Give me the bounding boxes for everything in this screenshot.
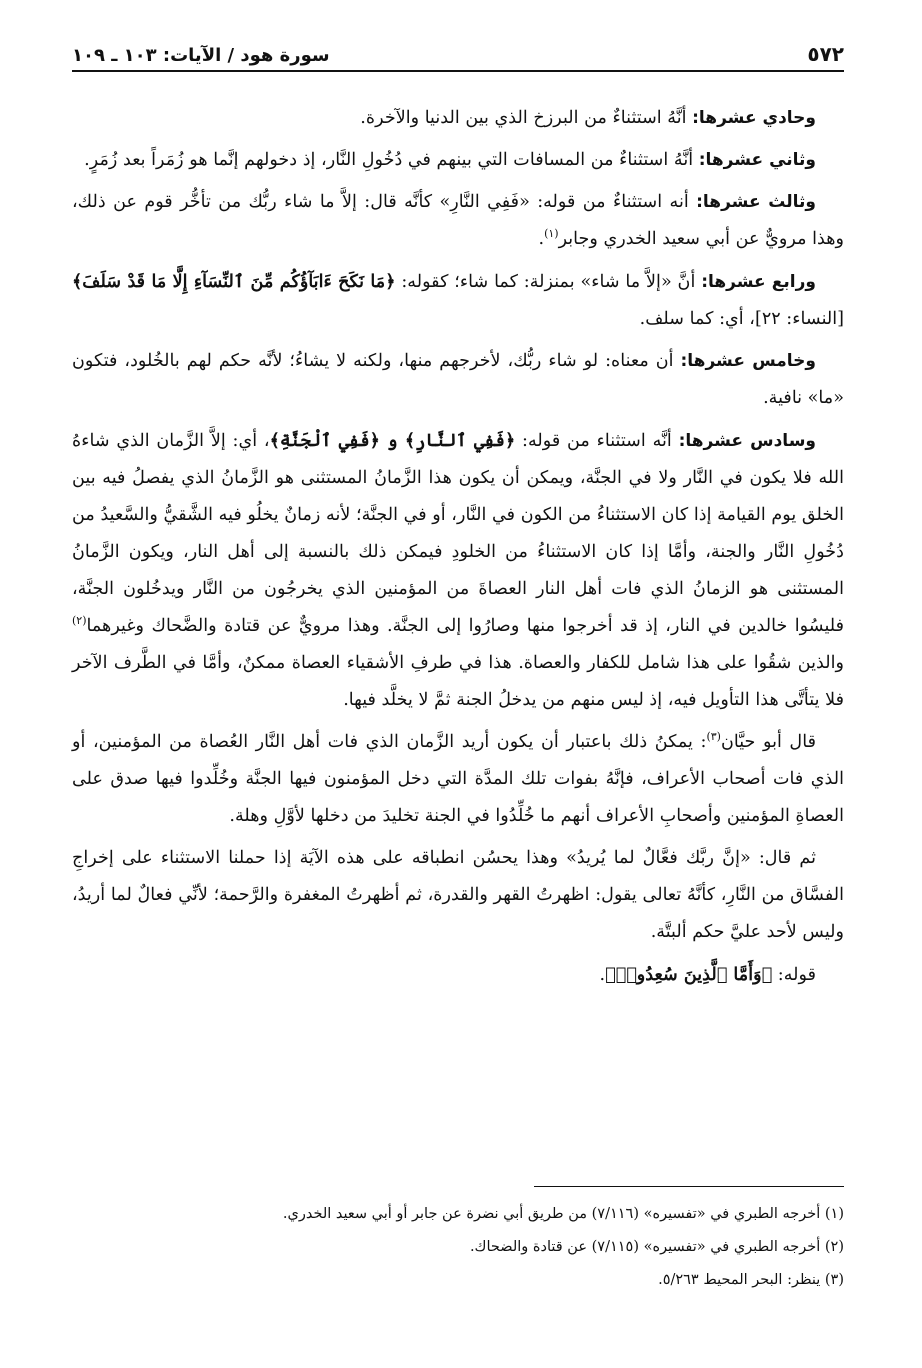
paragraph-text: أنَّ «إلاَّ ما شاء» بمنزلة: كما شاء؛ كقوله:	[395, 272, 702, 292]
paragraph-text: أن معناه: لو شاء ربُّك، لأخرجهم منها، ولكنه لا يشاءُ؛ لأنَّه حكم لهم بالخُلود، فتكون «ما» نافية.	[72, 351, 844, 408]
quran-quote: ﴿مَا نَكَحَ ءَابَآؤُكُم مِّنَ ٱلنِّسَآءِ إِلَّا مَا قَدْ سَلَفَ﴾	[72, 271, 396, 292]
paragraph-text: أنَّه استثناء من قوله:	[515, 431, 679, 451]
quran-quote: ﴿فَفِي ٱلنَّارِ﴾ و ﴿فَفِي ٱلْجَنَّةِ﴾	[269, 430, 516, 451]
paragraph-lead: وثاني عشرها:	[698, 150, 816, 170]
paragraph-tail: : يمكنُ ذلك باعتبار أن يكون أريد الزَّمان الذي فات أهل النَّار العُصاة من المؤمنين، أو الذي فات أصحاب الأعراف، فإنَّهُ بفوات تلك المدَّة التي دخل المؤمنون فيها الجنَّة وخُلِّدوا فيها صدق على العصاةِ المؤمنين وأصحابِ الأعراف أنهم ما خُلِّدُوا في الجنة تخليدَ من دخلها لأوَّلِ وهلة.	[72, 732, 844, 826]
paragraph-tail: .	[599, 965, 606, 985]
paragraph-tail: [النساء: ٢٢]، أي: كما سلف.	[639, 309, 844, 329]
paragraph-then-said	[72, 840, 844, 951]
paragraph-13	[72, 184, 844, 258]
paragraph-text: قوله:	[772, 965, 816, 985]
paragraph-verse	[72, 956, 844, 994]
paragraph-lead: وخامس عشرها:	[680, 351, 816, 371]
quran-quote: ﴿وَأَمَّا ٱلَّذِينَ سُعِدُوا۟﴾	[605, 964, 773, 985]
footnote-2: (٢) أخرجه الطبري في «تفسيره» (٧/١١٥) عن قتادة والضحاك.	[469, 1239, 844, 1255]
paragraph-tail: ، أي: إلاَّ الزَّمان الذي شاءهُ الله فلا يكون في النَّار ولا في الجنَّة، ويمكن أن يكون هذا الزَّمانُ المستثنى هو الزَّمانُ الذي يفصلُ فيه بين الخلق يوم القيامة إذا كان الاستثناءُ من الكون في النَّار، أو في الجنَّة؛ لأنه زمانٌ يخلُو فيه الشَّقيُّ والسَّعيدُ من دُخُولِ النَّار والجنة، وأمَّا إذا كان الاستثناءُ من الخلودِ فيمكن ذلك بالنسبة إلى أهل النار، ويكون الزَّمانُ المستثنى هو الزمانُ الذي فات أهل النار العصاةَ من المؤمنين الذي يخرجُون من النَّار ويدخُلون الجنَّة، فليسُوا خالدين في النار، إذ قد أخرجوا منها وصارُوا إلى الجنَّة. وهذا مرويٌّ عن قتادة والضَّحاك وغيرهما	[72, 431, 844, 636]
footnote-marker: (٢)	[72, 614, 87, 628]
paragraph-16	[72, 422, 844, 719]
paragraph-text: ثم قال: «إنَّ ربَّك فعَّالٌ لما يُريدُ» وهذا يحسُن انطباقه على هذه الآيَة إذا حملنا الاستثناء على إخراجِ الفسَّاق من النَّارِ، كأنَّهُ تعالى يقول: اظهرتُ القهر والقدرة، ثم أظهرتُ المغفرة والرَّحمة؛ لأنِّي فعالٌ لما أريدُ، وليس لأحد عليَّ حكم ألبتَّة.	[72, 848, 844, 942]
paragraph-text: أنه استثناءٌ من قوله: «فَفِي النَّارِ» كأنَّه قال: إلاَّ ما شاء ربُّك من تأخُّر قوم عن ذلك، وهذا مرويٌّ عن أبي سعيد الخدري وجابر	[72, 192, 844, 249]
footnote-marker: (٣)	[706, 730, 721, 744]
paragraph-12	[72, 142, 844, 179]
paragraph-lead: وثالث عشرها:	[696, 192, 816, 212]
footnote-1: (١) أخرجه الطبري في «تفسيره» (٧/١١٦) من طريق أبي نضرة عن جابر أو أبي سعيد الخدري.	[282, 1206, 844, 1222]
paragraph-lead: وسادس عشرها:	[678, 431, 816, 451]
paragraph-text: قال أبو حيَّان	[720, 732, 816, 752]
paragraph-14	[72, 263, 844, 338]
footnote-3: (٣) ينظر: البحر المحيط ٥/٢٦٣.	[658, 1272, 844, 1288]
footnote-marker: (١)	[544, 227, 559, 241]
paragraph-abu-hayyan	[72, 724, 844, 835]
footnote-divider	[534, 1186, 844, 1187]
main-text	[72, 100, 844, 999]
paragraph-11	[72, 100, 844, 137]
page-number: ٥٧٢	[807, 42, 844, 66]
paragraph-lead: ورابع عشرها:	[701, 272, 816, 292]
running-title: سورة هود / الآيات: ١٠٣ ـ ١٠٩	[72, 45, 330, 66]
paragraph-text: أنَّهُ استثناءٌ من المسافات التي بينهم في دُخُولِ النَّار، إذ دخولهم إنَّما هو زُمَراً بعد زُمَرٍ.	[84, 150, 699, 170]
footnotes	[72, 1198, 844, 1297]
paragraph-15	[72, 343, 844, 417]
paragraph-text: أنَّهُ استثناءٌ من البرزخ الذي بين الدنيا والآخرة.	[360, 108, 693, 128]
paragraph-tail: .	[538, 229, 545, 249]
page-header	[72, 32, 844, 72]
paragraph-lead: وحادي عشرها:	[692, 108, 816, 128]
paragraph-tail: والذين شقُوا على هذا شامل للكفار والعصاة. هذا في طرفِ الأشقياء العصاة ممكنٌ، وأمَّا في الطَّرف الآخر فلا يتأتَّى هذا التأويل فيه، إذ ليس منهم من يدخلُ الجنة ثمَّ لا يخلَّد فيها.	[72, 653, 844, 710]
